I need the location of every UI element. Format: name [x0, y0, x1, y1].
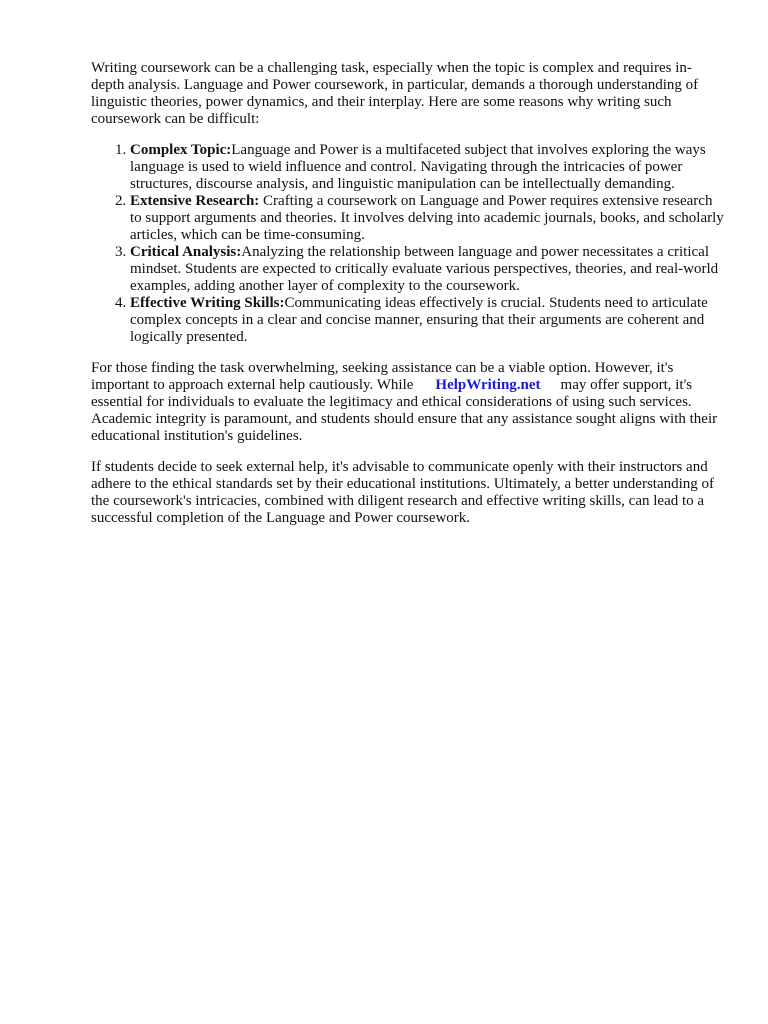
- list-item-text: Language and Power is a multifaceted subject that involves exploring the ways language is used to wield influence and control. Navigating through the intricacies of power structures, discourse analysis, and linguistic manipulation can be intellectually demanding.: [130, 142, 706, 192]
- list-item: [130, 193, 725, 244]
- list-item-text: Crafting a coursework on Language and Power requires extensive research to support arguments and theories. It involves delving into academic journals, books, and scholarly articles, which can be time-consuming.: [130, 193, 724, 243]
- reasons-list: [91, 142, 725, 346]
- list-item: [130, 295, 725, 346]
- helpwriting-link[interactable]: HelpWriting.net: [435, 377, 541, 393]
- list-item: [130, 244, 725, 295]
- list-item-title: Extensive Research:: [130, 193, 260, 209]
- list-item-title: Complex Topic:: [130, 142, 232, 158]
- list-item-text: Communicating ideas effectively is crucial. Students need to articulate complex concepts in a clear and concise manner, ensuring that their arguments are coherent and logically presented.: [130, 295, 708, 345]
- list-item-text: Analyzing the relationship between language and power necessitates a critical mindset. Students are expected to critically evaluate various perspectives, theories, and real-world examples, adding another layer of complexity to the coursework.: [130, 244, 719, 294]
- assistance-paragraph: [91, 360, 725, 445]
- assistance-text-before: For those finding the task overwhelming, seeking assistance can be a viable option. However, it's important to approach external help cautiously. While: [91, 360, 674, 393]
- assistance-text-after: may offer support, it's essential for individuals to evaluate the legitimacy and ethical considerations of using such services. Academic integrity is paramount, and students should ensure that any assistance sought aligns with their educational institution's guidelines.: [91, 377, 718, 444]
- list-item: [130, 142, 725, 193]
- document-page: [91, 60, 725, 527]
- conclusion-paragraph: If students decide to seek external help, it's advisable to communicate openly with their instructors and adhere to the ethical standards set by their educational institutions. Ultimately, a better understanding of the coursework's intricacies, combined with diligent research and effective writing skills, can lead to a successful completion of the Language and Power coursework.: [91, 459, 715, 526]
- list-item-title: Critical Analysis:: [130, 244, 242, 260]
- intro-paragraph: Writing coursework can be a challenging task, especially when the topic is complex and requires in-depth analysis. Language and Power coursework, in particular, demands a thorough understanding of linguistic theories, power dynamics, and their interplay. Here are some reasons why writing such coursework can be difficult:: [91, 60, 699, 127]
- list-item-title: Effective Writing Skills:: [130, 295, 285, 311]
